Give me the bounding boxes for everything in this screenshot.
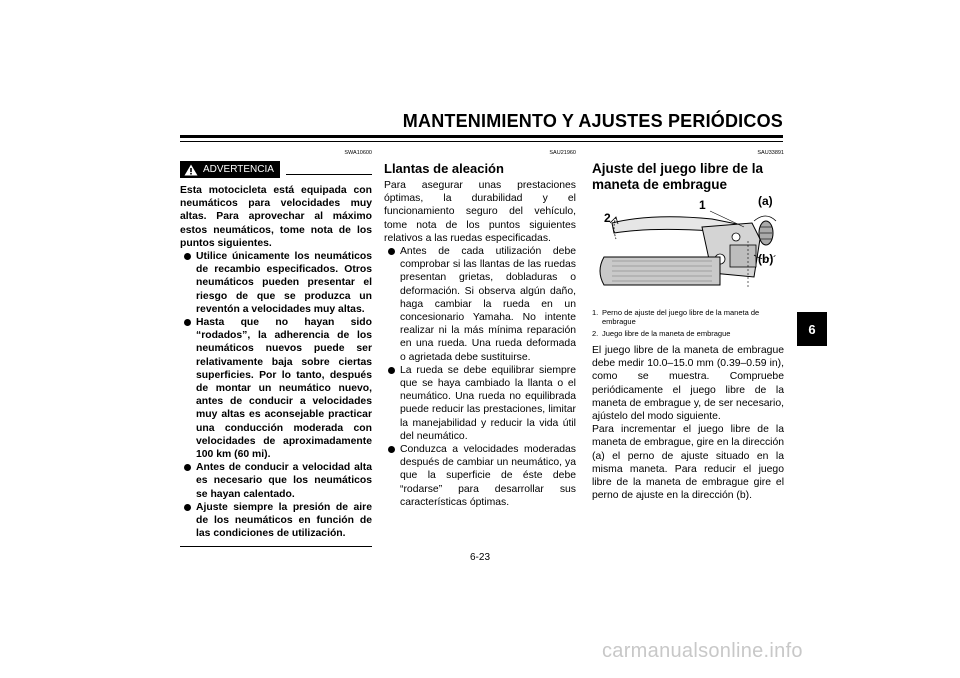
warning-label: ADVERTENCIA bbox=[203, 163, 274, 175]
warning-underline bbox=[286, 174, 372, 175]
clutch-paragraph-2: Para incrementar el juego libre de la maneta de embrague, gire en la dirección (a) el perno de ajuste situado en la misma maneta. Para reducir el juego libre de la maneta de embrague gire el perno de ajuste en la dirección (b). bbox=[592, 424, 784, 502]
section-code: SWA10600 bbox=[344, 150, 372, 156]
page-title: MANTENIMIENTO Y AJUSTES PERIÓDICOS bbox=[402, 111, 783, 131]
list-item bbox=[180, 316, 372, 461]
warning-end-rule bbox=[180, 546, 372, 547]
section-code: SAU21960 bbox=[549, 150, 576, 156]
list-item-text: Utilice únicamente los neumáticos de recambio especificados. Otros neumáticos pueden presentar el riesgo de que se produzca un reventón a velocidades muy altas. bbox=[196, 251, 372, 315]
section-title: Ajuste del juego libre de la maneta de embrague bbox=[592, 161, 764, 192]
list-item-text: Conduzca a velocidades moderadas después de cambiar un neumático, ya que la superficie de éste debe “rodarse” para desarrollar sus características óptimas. bbox=[400, 444, 576, 508]
warning-intro: Esta motocicleta está equipada con neumáticos para velocidades muy altas. Para aprovechar al máximo estos neumáticos, tome nota de los puntos siguientes. bbox=[180, 185, 372, 249]
header-rule-thin bbox=[180, 141, 783, 142]
bullet-icon bbox=[388, 367, 395, 374]
caption-text: Perno de ajuste del juego libre de la maneta de embrague bbox=[602, 308, 760, 326]
bullet-icon bbox=[184, 464, 191, 471]
warning-bullet-list bbox=[180, 250, 372, 540]
list-item bbox=[180, 250, 372, 316]
watermark: carmanualsonline.info bbox=[602, 640, 803, 662]
list-item-text: La rueda se debe equilibrar siempre que se haya cambiado la llanta o el neumático. Una rueda no equilibrada puede reducir las prestaciones, limitar la manejabilidad y reducir la vida útil del neumático. bbox=[400, 364, 576, 442]
caption-item bbox=[592, 308, 784, 326]
callout-a: (a) bbox=[758, 194, 773, 208]
clutch-column bbox=[592, 150, 784, 502]
caption-number: 1. bbox=[592, 308, 599, 317]
page-number: 6-23 bbox=[469, 552, 490, 563]
wheel-bullet-list bbox=[384, 245, 576, 509]
list-item-text: Antes de cada utilización debe comprobar si las llantas de las ruedas presentan grietas, dobladuras o deformación. Si observa algún daño, haga cambiar la rueda en un concesionario Yamaha. No intente realizar ni la más mínima reparación en una rueda. Una rueda deformada o agrietada debe sustituirse. bbox=[400, 246, 576, 363]
warning-column bbox=[180, 150, 372, 547]
figure-captions bbox=[592, 308, 784, 338]
caption-number: 2. bbox=[592, 329, 599, 338]
section-code: SAU33891 bbox=[757, 150, 784, 156]
alloy-wheels-column bbox=[384, 150, 576, 509]
list-item-text: Antes de conducir a velocidad alta es necesario que los neumáticos se hayan calentado. bbox=[196, 462, 372, 500]
list-item-text: Hasta que no hayan sido “rodados”, la adherencia de los neumáticos nuevos puede ser relativamente baja sobre ciertas superficies. Por lo tanto, después de montar un neumático nuevo, antes de conducir a velocidades muy altas es aconsejable practicar una conducción moderada con velocidades de aproximadamente 100 km (60 mi). bbox=[196, 317, 372, 461]
warning-triangle-icon bbox=[184, 164, 198, 176]
chapter-tab: 6 bbox=[797, 312, 827, 346]
clutch-lever-illustration bbox=[592, 199, 784, 304]
section-intro: Para asegurar unas prestaciones óptimas, la durabilidad y el funcionamiento seguro del vehículo, tome nota de los puntos siguientes relativos a las ruedas especificadas. bbox=[384, 180, 576, 244]
warning-header bbox=[180, 161, 372, 178]
caption-item bbox=[592, 329, 784, 338]
section-title: Llantas de aleación bbox=[384, 161, 504, 176]
list-item-text: Ajuste siempre la presión de aire de los neumáticos en función de las condiciones de utilización. bbox=[196, 501, 372, 540]
caption-text: Juego libre de la maneta de embrague bbox=[602, 329, 731, 338]
header-rule-thick bbox=[180, 135, 783, 138]
list-item bbox=[384, 245, 576, 364]
callout-2: 2 bbox=[604, 211, 611, 225]
bullet-icon bbox=[184, 253, 191, 260]
list-item bbox=[384, 364, 576, 443]
bullet-icon bbox=[388, 248, 395, 255]
bullet-icon bbox=[388, 446, 395, 453]
bullet-icon bbox=[184, 504, 191, 511]
clutch-lever-figure bbox=[592, 194, 784, 304]
warning-badge bbox=[180, 161, 280, 178]
list-item bbox=[384, 443, 576, 509]
clutch-paragraph-1: El juego libre de la maneta de embrague debe medir 10.0–15.0 mm (0.39–0.59 in), como se muestra. Compruebe periódicamente el juego libre de la maneta de embrague y, de ser necesario, ajústelo del modo siguiente. bbox=[592, 345, 784, 423]
list-item bbox=[180, 501, 372, 541]
list-item bbox=[180, 461, 372, 501]
callout-1: 1 bbox=[699, 198, 706, 212]
callout-b: (b) bbox=[758, 252, 774, 266]
bullet-icon bbox=[184, 319, 191, 326]
